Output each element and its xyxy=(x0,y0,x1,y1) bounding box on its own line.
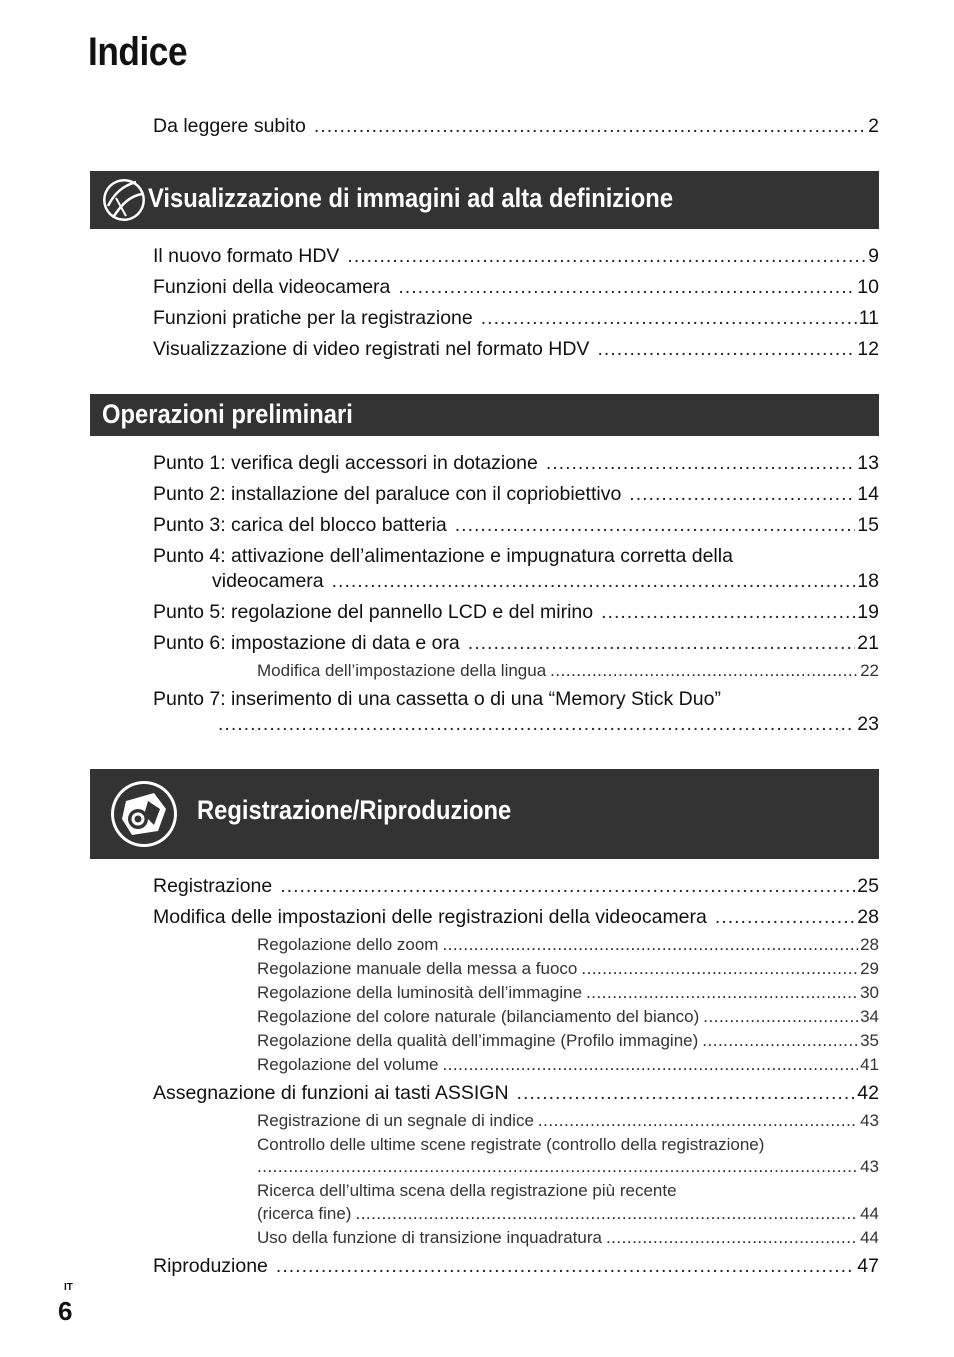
toc-entry-label: Regolazione del colore naturale (bilanciamento del bianco) xyxy=(257,1007,700,1026)
toc-entry-label[interactable]: Controllo delle ultime scene registrate (controllo della registrazione) xyxy=(257,1135,765,1154)
leader-dots xyxy=(314,114,866,138)
leader-dots xyxy=(606,1226,858,1250)
toc-entry[interactable] xyxy=(153,275,879,299)
toc-entry[interactable] xyxy=(153,513,879,537)
section-header-rec xyxy=(90,769,879,859)
toc-entry-label: Funzioni pratiche per la registrazione xyxy=(153,307,473,329)
toc-entry[interactable] xyxy=(153,451,879,475)
leader-dots xyxy=(702,1029,858,1053)
leader-dots xyxy=(597,337,855,361)
toc-entry-label: Modifica delle impostazioni delle registrazioni della videocamera xyxy=(153,906,707,928)
toc-entry-label: Punto 1: verifica degli accessori in dotazione xyxy=(153,452,538,474)
leader-dots xyxy=(276,1254,855,1278)
leader-dots xyxy=(355,1202,858,1226)
toc-subentry[interactable] xyxy=(257,957,879,981)
toc-entry-page: 44 xyxy=(860,1204,879,1223)
toc-entry[interactable] xyxy=(153,244,879,268)
leader-dots xyxy=(347,244,866,268)
toc-entry-label: Regolazione dello zoom xyxy=(257,935,439,954)
toc-entry-label-cont: (ricerca fine) xyxy=(257,1204,352,1223)
toc-subentry[interactable] xyxy=(257,659,879,683)
leader-dots xyxy=(455,513,856,537)
toc-entry[interactable] xyxy=(153,306,879,330)
toc-entry[interactable] xyxy=(153,1254,879,1278)
toc-entry-label: Funzioni della videocamera xyxy=(153,276,391,298)
toc-entry-label: Regolazione manuale della messa a fuoco xyxy=(257,959,578,978)
section-title: Registrazione/Riproduzione xyxy=(197,795,512,825)
toc-entry[interactable] xyxy=(153,114,879,138)
toc-entry[interactable] xyxy=(218,712,879,736)
toc-entry-page: 21 xyxy=(857,632,879,654)
leader-dots xyxy=(538,1109,858,1133)
section-header-prelim xyxy=(90,394,879,436)
toc-entry-page: 10 xyxy=(857,276,879,298)
toc-entry-label: Regolazione del volume xyxy=(257,1055,439,1074)
toc-entry-label[interactable]: Punto 4: attivazione dell’alimentazione e impugnatura corretta della xyxy=(153,545,733,567)
toc-entry-label: Punto 6: impostazione di data e ora xyxy=(153,632,460,654)
toc-entry-page: 25 xyxy=(857,875,879,897)
toc-entry[interactable] xyxy=(153,874,879,898)
toc-entry-page: 30 xyxy=(860,983,879,1002)
toc-entry-page: 28 xyxy=(860,935,879,954)
leader-dots xyxy=(442,1053,858,1077)
toc-entry-page: 2 xyxy=(868,115,879,137)
toc-entry-label: Regolazione della qualità dell’immagine (Profilo immagine) xyxy=(257,1031,699,1050)
toc-entry-label: Da leggere subito xyxy=(153,115,306,137)
leader-dots xyxy=(468,631,856,655)
toc-entry-label: Assegnazione di funzioni ai tasti ASSIGN xyxy=(153,1082,509,1104)
toc-entry-page: 19 xyxy=(857,601,879,623)
leader-dots xyxy=(442,933,858,957)
toc-entry-page: 15 xyxy=(857,514,879,536)
toc-entry-page: 44 xyxy=(860,1228,879,1247)
toc-entry-page: 47 xyxy=(857,1255,879,1277)
leader-dots xyxy=(398,275,855,299)
toc-entry-label: Punto 5: regolazione del pannello LCD e del mirino xyxy=(153,601,594,623)
leader-dots xyxy=(629,482,855,506)
toc-entry-page: 43 xyxy=(860,1111,879,1130)
toc-entry[interactable] xyxy=(153,337,879,361)
toc-entry-page: 18 xyxy=(857,570,879,592)
toc-subentry[interactable] xyxy=(257,981,879,1005)
leader-dots xyxy=(257,1155,858,1179)
toc-entry-label: Punto 2: installazione del paraluce con il copriobiettivo xyxy=(153,483,622,505)
toc-entry-label-cont: videocamera xyxy=(212,570,324,592)
toc-entry[interactable] xyxy=(153,600,879,624)
toc-subentry[interactable] xyxy=(257,933,879,957)
toc-entry-label: Visualizzazione di video registrati nel formato HDV xyxy=(153,338,590,360)
toc-entry[interactable] xyxy=(153,631,879,655)
leader-dots xyxy=(481,306,857,330)
toc-entry-page: 11 xyxy=(858,307,879,329)
leader-dots xyxy=(280,874,855,898)
toc-entry-label: Regolazione della luminosità dell’immagine xyxy=(257,983,583,1002)
page-title: Indice xyxy=(88,30,188,74)
toc-entry-page: 42 xyxy=(857,1082,879,1104)
toc-subentry[interactable] xyxy=(257,1029,879,1053)
toc-entry-page: 28 xyxy=(857,906,879,928)
toc-entry-label: Uso della funzione di transizione inquadratura xyxy=(257,1228,602,1247)
section-title: Operazioni preliminari xyxy=(102,399,353,429)
leader-dots xyxy=(550,659,858,683)
toc-entry-label[interactable]: Ricerca dell’ultima scena della registrazione più recente xyxy=(257,1181,677,1200)
toc-entry-page: 35 xyxy=(860,1031,879,1050)
toc-entry-page: 29 xyxy=(860,959,879,978)
toc-entry-label: Registrazione di un segnale di indice xyxy=(257,1111,534,1130)
toc-entry-page: 41 xyxy=(860,1055,879,1074)
leader-dots xyxy=(586,981,858,1005)
toc-entry-page: 14 xyxy=(857,483,879,505)
toc-entry-label: Punto 3: carica del blocco batteria xyxy=(153,514,447,536)
toc-entry-label: Riproduzione xyxy=(153,1255,268,1277)
section-header-hd xyxy=(90,171,879,229)
toc-entry-page: 22 xyxy=(860,661,879,680)
toc-entry-label[interactable]: Punto 7: inserimento di una cassetta o di una “Memory Stick Duo” xyxy=(153,688,721,710)
leader-dots xyxy=(601,600,855,624)
toc-entry-label: Il nuovo formato HDV xyxy=(153,245,340,267)
language-code: IT xyxy=(64,1282,73,1293)
toc-entry-page: 12 xyxy=(857,338,879,360)
toc-entry[interactable] xyxy=(212,569,879,593)
leader-dots xyxy=(218,712,855,736)
toc-entry-page: 34 xyxy=(860,1007,879,1026)
leader-dots xyxy=(332,569,856,593)
page-number: 6 xyxy=(58,1296,73,1326)
toc-entry[interactable] xyxy=(153,1081,879,1105)
toc-entry-label: Modifica dell’impostazione della lingua xyxy=(257,661,547,680)
toc-subentry[interactable] xyxy=(257,1053,879,1077)
section-title: Visualizzazione di immagini ad alta definizione xyxy=(148,183,674,213)
toc-subentry[interactable] xyxy=(257,1226,879,1250)
toc-subentry[interactable] xyxy=(257,1155,879,1179)
toc-entry-page: 9 xyxy=(868,245,879,267)
leader-dots xyxy=(715,905,855,929)
leader-dots xyxy=(546,451,855,475)
toc-entry-page: 43 xyxy=(860,1157,879,1176)
toc-entry[interactable] xyxy=(153,482,879,506)
camcorder-icon xyxy=(108,779,180,849)
toc-entry-page: 23 xyxy=(857,713,879,735)
leader-dots xyxy=(703,1005,858,1029)
toc-subentry[interactable] xyxy=(257,1005,879,1029)
leader-dots xyxy=(581,957,858,981)
leader-dots xyxy=(517,1081,856,1105)
hd-lens-icon xyxy=(100,176,148,224)
toc-entry[interactable] xyxy=(153,905,879,929)
toc-entry-label: Registrazione xyxy=(153,875,273,897)
toc-subentry[interactable] xyxy=(257,1109,879,1133)
toc-entry-page: 13 xyxy=(857,452,879,474)
toc-subentry[interactable] xyxy=(257,1202,879,1226)
